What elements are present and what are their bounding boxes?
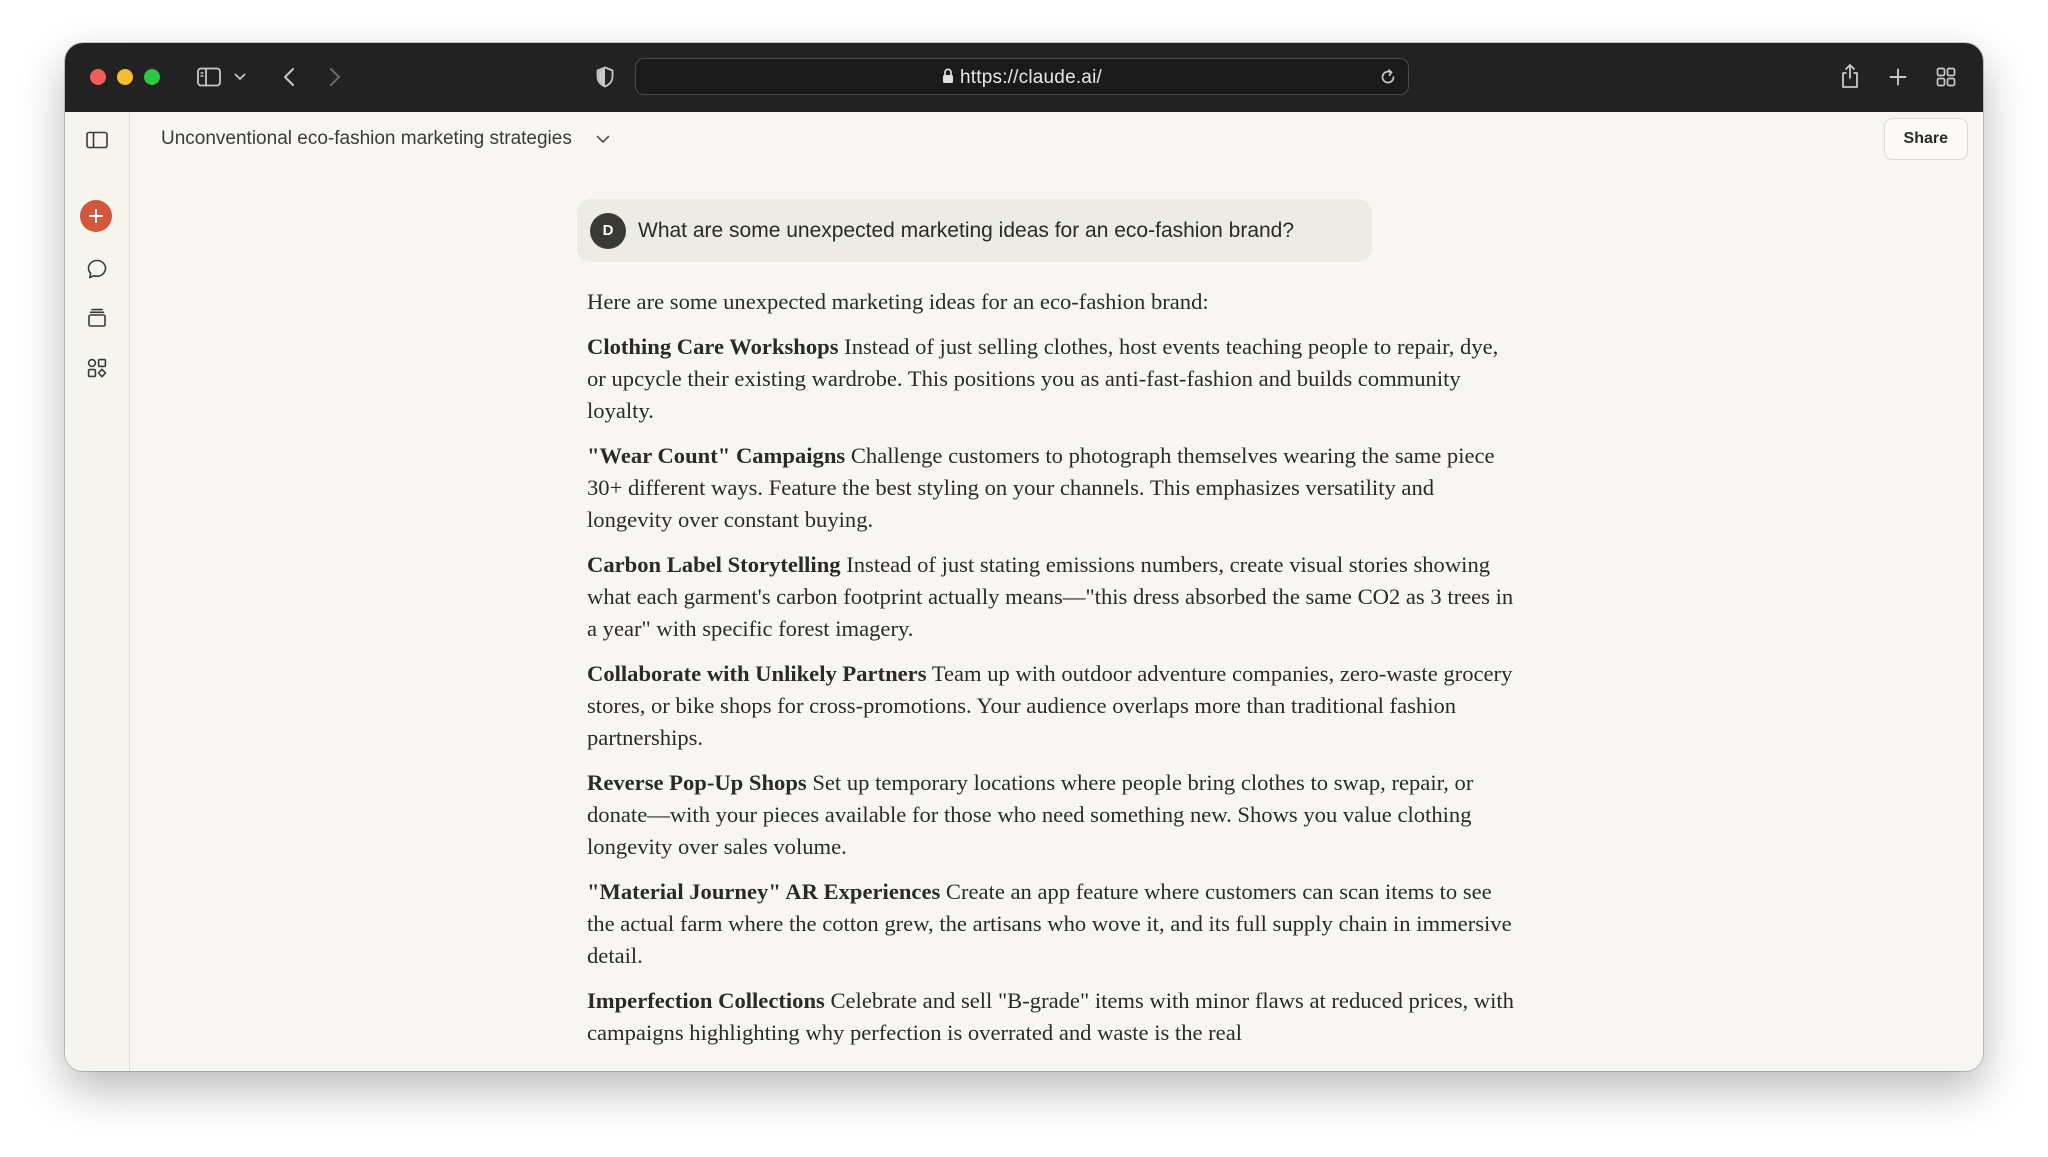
new-chat-button[interactable]	[80, 200, 112, 232]
projects-icon[interactable]	[81, 302, 113, 334]
chevron-down-icon[interactable]	[596, 135, 610, 144]
idea-body: Set up temporary locations where people bring clothes to swap, repair, or donate—with your pieces available for those who need something new. Shows you value clothing longevity over sales volume.	[587, 770, 1474, 859]
new-tab-icon[interactable]	[1886, 65, 1910, 89]
list-item	[587, 985, 1517, 1049]
list-item	[587, 658, 1517, 754]
idea-body: Challenge customers to photograph themselves wearing the same piece 30+ different ways. Feature the best styling on your channels. This emphasizes versatility and longevity over constant buying.	[587, 443, 1495, 532]
chats-icon[interactable]	[81, 253, 113, 285]
minimize-window-button[interactable]	[117, 69, 133, 85]
claude-app	[65, 112, 1983, 1071]
idea-body: Team up with outdoor adventure companies, zero-waste grocery stores, or bike shops for cross-promotions. Your audience overlaps more than traditional fashion partnerships.	[587, 661, 1513, 750]
avatar: D	[590, 213, 626, 249]
idea-body: Instead of just selling clothes, host events teaching people to repair, dye, or upcycle their existing wardrobe. This positions you as anti-fast-fashion and builds community loyalty.	[587, 334, 1499, 423]
list-item	[587, 876, 1517, 972]
user-message-text: What are some unexpected marketing ideas for an eco-fashion brand?	[638, 218, 1295, 242]
chevron-down-icon[interactable]	[232, 68, 248, 86]
sidebar-toggle-icon[interactable]	[195, 63, 223, 91]
url-text: https://claude.ai/	[960, 67, 1102, 88]
list-item	[587, 331, 1517, 427]
browser-toolbar	[65, 43, 1983, 112]
idea-title: "Material Journey" AR Experiences	[587, 879, 941, 904]
zoom-window-button[interactable]	[144, 69, 160, 85]
tab-overview-icon[interactable]	[1934, 65, 1958, 89]
response-intro: Here are some unexpected marketing ideas for an eco-fashion brand:	[587, 289, 1209, 314]
assistant-response	[587, 286, 1517, 1062]
lock-icon	[942, 68, 954, 90]
list-item	[587, 549, 1517, 645]
idea-title: Carbon Label Storytelling	[587, 552, 841, 577]
idea-body: Create an app feature where customers can scan items to see the actual farm where the cotton grew, the artisans who wove it, and its full supply chain in immersive detail.	[587, 879, 1512, 968]
idea-title: Clothing Care Workshops	[587, 334, 839, 359]
browser-window	[65, 43, 1983, 1071]
address-bar[interactable]	[635, 58, 1409, 95]
idea-title: Reverse Pop-Up Shops	[587, 770, 807, 795]
back-icon[interactable]	[277, 63, 301, 91]
conversation-title[interactable]	[161, 128, 610, 150]
idea-body: Celebrate and sell "B-grade" items with minor flaws at reduced prices, with campaigns highlighting why perfection is overrated and waste is the real	[587, 988, 1514, 1045]
artifacts-icon[interactable]	[81, 352, 113, 384]
plus-icon	[89, 209, 103, 223]
idea-title: Imperfection Collections	[587, 988, 825, 1013]
list-item	[587, 440, 1517, 536]
left-rail	[65, 112, 130, 1071]
shield-icon[interactable]	[593, 64, 617, 90]
idea-body: Instead of just stating emissions numbers, create visual stories showing what each garment's carbon footprint actually means—"this dress absorbed the same CO2 as 3 trees in a year" with specific forest imagery.	[587, 552, 1514, 641]
list-item	[587, 767, 1517, 863]
user-message	[577, 199, 1372, 262]
close-window-button[interactable]	[90, 69, 106, 85]
forward-icon[interactable]	[323, 63, 347, 91]
share-sheet-icon[interactable]	[1837, 61, 1863, 91]
share-button[interactable]: Share	[1884, 118, 1968, 160]
conversation-title-text: Unconventional eco-fashion marketing strategies	[161, 128, 572, 149]
sidebar-panel-icon[interactable]	[81, 124, 113, 156]
idea-title: Collaborate with Unlikely Partners	[587, 661, 927, 686]
idea-title: "Wear Count" Campaigns	[587, 443, 846, 468]
reload-icon[interactable]	[1378, 67, 1398, 87]
